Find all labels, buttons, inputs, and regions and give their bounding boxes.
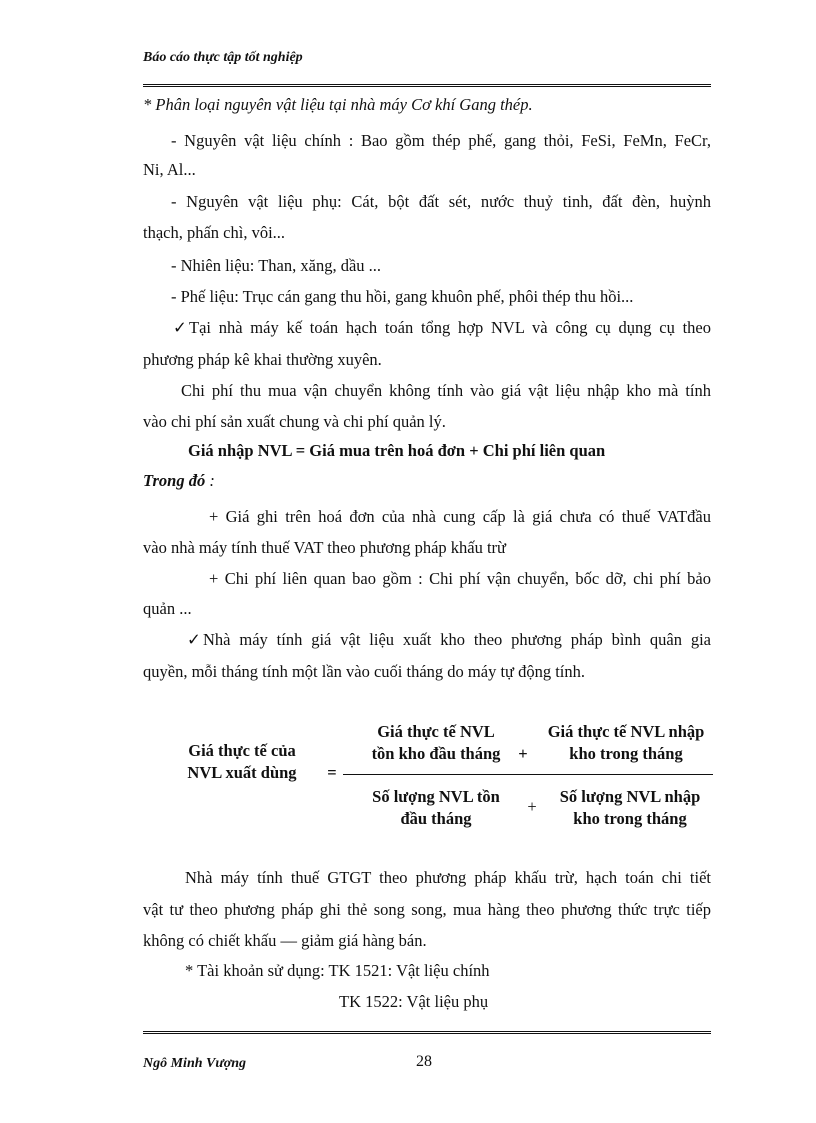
header-rule — [143, 84, 711, 87]
label-trong-do — [143, 470, 711, 492]
formula-lhs-line1: Giá thực tế của — [188, 741, 296, 760]
paragraph-related-cost-line2: quản ... — [143, 599, 192, 618]
formula-denominator-opening-line1: Số lượng NVL tồn — [372, 787, 500, 806]
section-heading: * Phân loại nguyên vật liệu tại nhà máy Cơ khí Gang thép. — [143, 95, 533, 114]
formula-equals: = — [327, 763, 337, 782]
export-pricing-text: Nhà máy tính giá vật liệu xuất kho theo phương pháp bình quân gia — [203, 630, 711, 649]
label-trong-do-text: Trong đó — [143, 471, 206, 490]
paragraph-main-materials-line2: Ni, Al... — [143, 160, 196, 179]
paragraph-export-pricing-line1 — [143, 629, 711, 651]
check-mark-icon: ✓ — [173, 318, 187, 337]
formula-lhs-line2: NVL xuất dùng — [187, 763, 297, 782]
accounting-method-text: Tại nhà máy kế toán hạch toán tổng hợp NVL và công cụ dụng cụ theo — [189, 318, 711, 337]
paragraph-vat-method-line2: vật tư theo phương pháp ghi thẻ song song, mua hàng theo phương thức trực tiếp — [143, 900, 711, 919]
formula-denominator-incoming-line1: Số lượng NVL nhập — [559, 787, 701, 806]
paragraph-account-1522: TK 1522: Vật liệu phụ — [339, 992, 489, 1011]
paragraph-aux-materials-line2: thạch, phấn chì, vôi... — [143, 223, 286, 242]
paragraph-fuel: - Nhiên liệu: Than, xăng, dầu ... — [171, 256, 382, 275]
paragraph-aux-materials-line1: - Nguyên vật liệu phụ: Cát, bột đất sét, nước thuỷ tinh, đất đèn, huỳnh — [171, 192, 711, 211]
footer-rule — [143, 1031, 711, 1034]
page-number: 28 — [416, 1053, 432, 1070]
paragraph-account-1521: * Tài khoản sử dụng: TK 1521: Vật liệu chính — [185, 961, 490, 980]
formula-denominator-plus: + — [527, 797, 537, 816]
formula-import-price: Giá nhập NVL = Giá mua trên hoá đơn + Chi phí liên quan — [188, 441, 606, 460]
paragraph-invoice-price-line2: vào nhà máy tính thuế VAT theo phương pháp khấu trừ — [143, 538, 506, 557]
paragraph-transport-cost-line1: Chi phí thu mua vận chuyển không tính vào giá vật liệu nhập kho mà tính — [181, 381, 711, 400]
paragraph-vat-method-line1: Nhà máy tính thuế GTGT theo phương pháp khấu trừ, hạch toán chi tiết — [185, 868, 711, 887]
check-mark-icon: ✓ — [187, 630, 201, 649]
formula-denominator-incoming — [540, 786, 720, 830]
paragraph-transport-cost-line2: vào chi phí sản xuất chung và chi phí quản lý. — [143, 412, 446, 431]
paragraph-vat-method-line3: không có chiết khấu — giảm giá hàng bán. — [143, 931, 427, 950]
formula-numerator-incoming — [536, 721, 716, 765]
formula-numerator-opening-line1: Giá thực tế NVL — [377, 722, 495, 741]
label-trong-do-colon: : — [205, 471, 215, 490]
formula-numerator-plus: + — [518, 744, 528, 763]
paragraph-export-pricing-line2: quyền, mỗi tháng tính một lần vào cuối tháng do máy tự động tính. — [143, 662, 586, 681]
paragraph-scrap: - Phế liệu: Trục cán gang thu hồi, gang khuôn phế, phôi thép thu hồi... — [171, 287, 634, 306]
formula-lhs — [172, 740, 312, 784]
paragraph-main-materials-line1: - Nguyên vật liệu chính : Bao gồm thép phế, gang thỏi, FeSi, FeMn, FeCr, — [171, 131, 711, 150]
paragraph-accounting-method-line2: phương pháp kê khai thường xuyên. — [143, 350, 382, 369]
formula-numerator-incoming-line2: kho trong tháng — [569, 744, 683, 763]
footer-author: Ngô Minh Vượng — [143, 1056, 247, 1071]
formula-denominator-opening-line2: đầu tháng — [400, 809, 472, 828]
formula-fraction-bar — [343, 774, 713, 775]
formula-numerator-incoming-line1: Giá thực tế NVL nhập — [547, 722, 705, 741]
formula-numerator-opening-line2: tồn kho đầu tháng — [371, 744, 501, 763]
paragraph-accounting-method-line1 — [143, 317, 711, 339]
paragraph-related-cost-line1: + Chi phí liên quan bao gồm : Chi phí vận chuyển, bốc dỡ, chi phí bảo — [209, 569, 711, 588]
paragraph-invoice-price-line1: + Giá ghi trên hoá đơn của nhà cung cấp là giá chưa có thuế VATđầu — [209, 507, 711, 526]
formula-denominator-opening — [358, 786, 514, 830]
formula-numerator-opening — [358, 721, 514, 765]
header-title: Báo cáo thực tập tốt nghiệp — [143, 50, 303, 65]
formula-denominator-incoming-line2: kho trong tháng — [573, 809, 687, 828]
